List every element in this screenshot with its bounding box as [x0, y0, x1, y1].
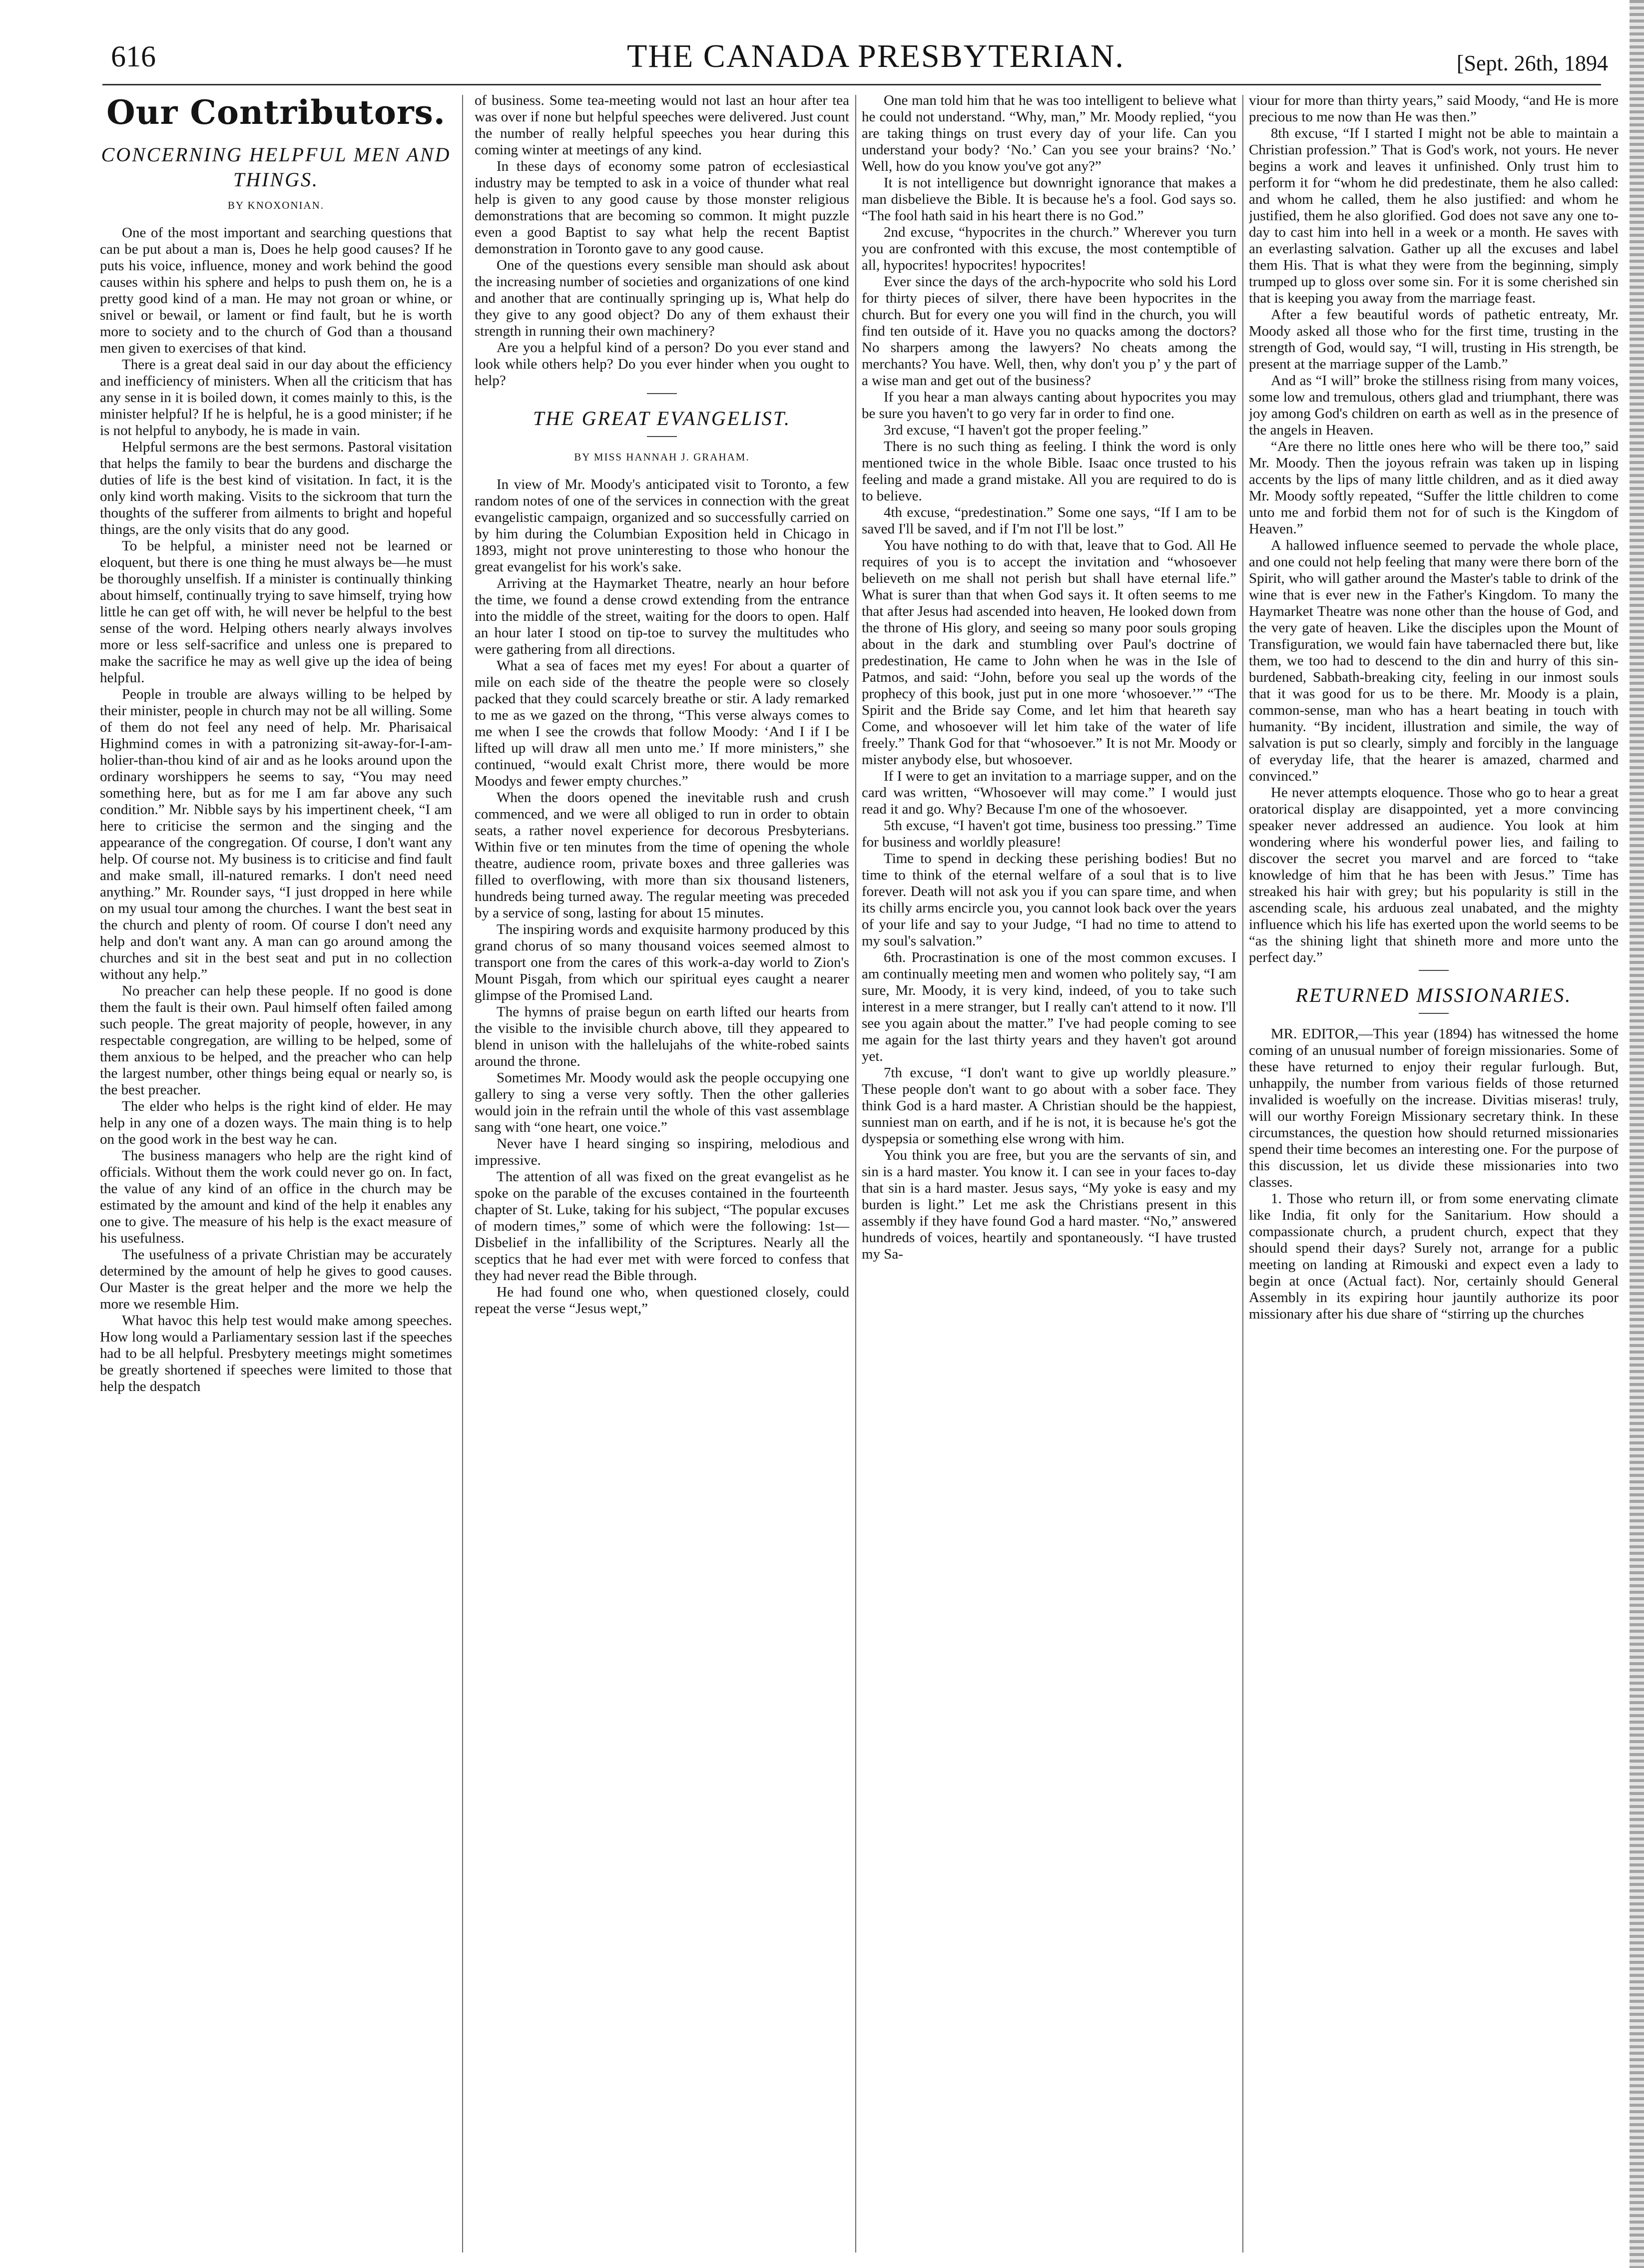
department-heading: Our Contributors. — [106, 93, 446, 132]
paragraph: One man told him that he was too intelligent to believe what he could not understand. “Why, man,” Mr. Moody replied, “you are taking things on trust every day of your life. Can you understand your body? ‘No.’ Can you see your brains? ‘No.’ Well, how do you know you've got any?” — [862, 92, 1236, 174]
paragraph: There is no such thing as feeling. I think the word is only mentioned twice in the whole Bible. Isaac once trusted to his feeling and made a grand mistake. All you are required to do is to believe. — [862, 439, 1236, 504]
paragraph: He had found one who, when questioned closely, could repeat the verse “Jesus wept,” — [475, 1284, 849, 1317]
paragraph: In view of Mr. Moody's anticipated visit to Toronto, a few random notes of one of the services in connection with the great evangelistic campaign, organized and so successfully carried on by him during the Columbian Exposition held in Chicago in 1893, might not prove uninteresting to those who honour the great evangelist for his work's sake. — [475, 476, 849, 575]
paragraph: Arriving at the Haymarket Theatre, nearly an hour before the time, we found a dense crowd extending from the entrance into the middle of the street, waiting for the doors to open. Half an hour later I stood on tip-toe to survey the multitudes who were gathering from all directions. — [475, 575, 849, 657]
paragraph: You have nothing to do with that, leave that to God. All He requires of you is to accept the invitation and “whosoever believeth on me shall not perish but shall have eternal life.” What is surer than that when God says it. It often seems to me that after Jesus had ascended into heaven, He looked down from the throne of His glory, and seeing so many poor souls groping about in the dark and stumbling over Paul's doctrine of predestination, He came to John when he was in the Isle of Patmos, and said: “John, before you seal up the words of the prophecy of this book, just put in one more ‘whosoever.’” “The Spirit and the Bride say Come, and let him that heareth say Come, and whosoever will let him take of the water of life freely.” Thank God for that “whosoever.” It is not Mr. Moody or mister anybody else, but whosoever. — [862, 537, 1236, 768]
paragraph: 8th excuse, “If I started I might not be able to maintain a Christian profession.” That is God's work, not yours. He never begins a work and leaves it unfinished. Only trust him to perform it for “whom he did predestinate, them he also called: and whom he called, them he also justified: and whom he justified, them he also glorified. God does not save any one to-day to cast him into hell in a week or a month. He saves with an everlasting salvation. Gather up all the excuses and label them His. That is what they were from the beginning, simply trumped up to gloss over some sin. For it is some cherished sin that is keeping you away from the marriage feast. — [1249, 125, 1619, 306]
header-rule — [102, 84, 1601, 85]
paragraph: One of the most important and searching questions that can be put about a man is, Does he help good causes? If he puts his voice, influence, money and work behind the good causes within his sphere and helps to push them on, he is a pretty good kind of a man. He may not groan or whine, or snivel or bewail, or lament or find fault, but he is worth more to society and to the church of God than a thousand men given to exercises of that kind. — [100, 225, 452, 356]
paragraph: Helpful sermons are the best sermons. Pastoral visitation that helps the family to bear the burdens and discharge the duties of life is the best kind of visitation. In fact, it is the only kind worth making. Visits to the sickroom that turn the thoughts of the sufferer from ailments to bright and hopeful things, are the only visits that do any good. — [100, 439, 452, 537]
masthead-title: THE CANADA PRESBYTERIAN. — [627, 38, 1124, 74]
paragraph: 7th excuse, “I don't want to give up worldly pleasure.” These people don't want to go about with a sober face. They think God is a hard master. A Christian should be the happiest, sunniest man on earth, and if he is not, it is because he's got the dyspepsia or something else wrong with him. — [862, 1065, 1236, 1147]
paragraph: When the doors opened the inevitable rush and crush commenced, and we were all obliged to run in order to obtain seats, a rather novel experience for decorous Presbyterians. Within five or ten minutes from the time of opening the whole theatre, audience room, private boxes and three galleries was filled to overflowing, with more than six thousand listeners, hundreds being turned away. The regular meeting was preceded by a service of song, lasting for about 15 minutes. — [475, 790, 849, 921]
paragraph: Are you a helpful kind of a person? Do you ever stand and look while others help? Do you ever hinder when you ought to help? — [475, 340, 849, 389]
column-2 — [475, 92, 849, 2255]
paragraph: The usefulness of a private Christian may be accurately determined by the amount of help he gives to good causes. Our Master is the great helper and the more we help the more we resemble Him. — [100, 1247, 452, 1312]
paragraph: One of the questions every sensible man should ask about the increasing number of societies and organizations of one kind and another that are continually springing up is, What help do they give to any good object? Do any of them exhaust their strength in running their own machinery? — [475, 257, 849, 339]
article-title: THE GREAT EVANGELIST. — [533, 407, 791, 430]
paragraph: If you hear a man always canting about hypocrites you may be sure you haven't to go very far in order to find one. — [862, 389, 1236, 422]
article-title: CONCERNING HELPFUL MEN AND THINGS. — [101, 143, 451, 191]
paragraph: of business. Some tea-meeting would not last an hour after tea was over if none but helpful speeches were delivered. Just count the number of really helpful speeches you hear during this coming winter at meetings of any kind. — [475, 92, 849, 158]
paragraph: It is not intelligence but downright ignorance that makes a man disbelieve the Bible. It is because he's a fool. God says so. “The fool hath said in his heart there is no God.” — [862, 175, 1236, 224]
column-divider — [1242, 95, 1243, 2253]
article-title: RETURNED MISSIONARIES. — [1295, 984, 1572, 1006]
separator-rule — [1419, 1013, 1449, 1014]
column-divider — [855, 95, 856, 2253]
paragraph: If I were to get an invitation to a marriage supper, and on the card was written, “Whosoever will may come.” I would just read it and go. Why? Because I'm one of the whosoever. — [862, 768, 1236, 817]
paragraph: The business managers who help are the right kind of officials. Without them the work could never go on. In fact, the value of any kind of an office in the church may be estimated by the amount and kind of the help it enables any one to give. The measure of his help is the exact measure of his usefulness. — [100, 1148, 452, 1246]
scan-edge-noise — [1630, 0, 1644, 2268]
article-byline: BY MISS HANNAH J. GRAHAM. — [574, 451, 750, 463]
paragraph: 6th. Procrastination is one of the most common excuses. I am continually meeting men and women who politely say, “I am sure, Mr. Moody, it is very kind, indeed, of you to take such interest in a mere stranger, but I really can't attend to it now. I'll see you again about the matter.” I've had people coming to see me again for the last thirty years and they haven't got around yet. — [862, 949, 1236, 1064]
paragraph: MR. EDITOR,—This year (1894) has witnessed the home coming of an unusual number of foreign missionaries. Some of these have returned to enjoy their regular furlough. But, unhappily, the number from various fields of those returned invalided is woefully on the increase. Divitias miseras! truly, will our worthy Foreign Missionary secretary think. In these circumstances, the question how should returned missionaries spend their time becomes an interesting one. For the purpose of this discussion, let us divide these missionaries into two classes. — [1249, 1026, 1619, 1190]
paragraph: The attention of all was fixed on the great evangelist as he spoke on the parable of the excuses contained in the fourteenth chapter of St. Luke, taking for his subject, “The popular excuses of modern times,” some of which were the following: 1st—Disbelief in the infallibility of the Scriptures. Nearly all the sceptics that he had ever met with were forced to confess that they had never read the Bible through. — [475, 1169, 849, 1284]
paragraph: People in trouble are always willing to be helped by their minister, people in church may not be all willing. Some of them do not feel any need of help. Mr. Pharisaical Highmind comes in with a patronizing sit-away-for-I-am-holier-than-thou kind of air and as he looks around upon the ordinary worshippers he seems to say, “You may need something here, but as for me I am far above any such condition.” Mr. Nibble says by his impertinent cheek, “I am here to criticise the sermon and the singing and the appearance of the congregation. Of course, I don't want any help. Of course not. My business is to criticise and find fault and make small, ill-natured remarks. I don't need need anything.” Mr. Rounder says, “I just dropped in here while on my usual tour among the churches. I want the best seat in the church and plenty of room. Of course I don't need any help and don't want any. A man can go around among the churches and sit in the best seat and put in no collection without any help.” — [100, 686, 452, 982]
paragraph: What havoc this help test would make among speeches. How long would a Parliamentary session last if the speeches had to be all helpful. Presbytery meetings might sometimes be greatly shortened if speeches were limited to those that help the despatch — [100, 1313, 452, 1394]
issue-date: [Sept. 26th, 1894 — [1456, 51, 1608, 75]
paragraph: He never attempts eloquence. Those who go to hear a great oratorical display are disappointed, yet a more convincing speaker never addressed an audience. You look at him wondering where his wonderful power lies, and failing to discover the secret you marvel and are forced to “take knowledge of him that he has been with Jesus.” Time has streaked his hair with grey; but his popularity is still in the ascending scale, his arduous zeal unabated, and the mighty influence which his life has exerted upon the world seems to be “as the shining light that shineth more and more unto the perfect day.” — [1249, 785, 1619, 965]
page-number: 616 — [111, 40, 156, 73]
column-1 — [100, 92, 452, 2255]
paragraph: Sometimes Mr. Moody would ask the people occupying one gallery to sing a verse very softly. Then the other galleries would join in the refrain until the whole of this vast assemblage sang with “one heart, one voice.” — [475, 1070, 849, 1135]
paragraph: Never have I heard singing so inspiring, melodious and impressive. — [475, 1136, 849, 1168]
paragraph: What a sea of faces met my eyes! For about a quarter of mile on each side of the theatre the people were so closely packed that they could scarcely breathe or stir. A lady remarked to me as we gazed on the throng, “This verse always comes to me when I see the crowds that follow Moody: ‘And I if I be lifted up will draw all men unto me.’ If more ministers,” she continued, “would exalt Christ more, there would be more Moodys and fewer empty churches.” — [475, 658, 849, 789]
paragraph: A hallowed influence seemed to pervade the whole place, and one could not help feeling that many were there born of the Spirit, who will gather around the Master's table to drink of the wine that is ever new in the Father's Kingdom. To many the Haymarket Theatre was none other than the house of God, and the very gate of heaven. Like the disciples upon the Mount of Transfiguration, we would fain have tabernacled there but, like them, we too had to descend to the din and hurry of this sin-burdened, Sabbath-breaking city, feeling in our inmost souls that it was good for us to be there. Mr. Moody is a plain, common-sense, man who has a heart beating in touch with humanity. “By incident, illustration and simile, the way of salvation is put so clearly, simply and forcibly in the language of everyday life, that the hearer is amazed, charmed and convinced.” — [1249, 537, 1619, 784]
separator-rule — [647, 393, 677, 394]
paragraph: No preacher can help these people. If no good is done them the fault is their own. Paul himself often failed among such people. The great majority of people, however, in any respectable congregation, are willing to be helped, some of them anxious to be helped, and the preacher who can help the largest number, other things being equal or nearly so, is the best preacher. — [100, 983, 452, 1098]
paragraph: 3rd excuse, “I haven't got the proper feeling.” — [884, 422, 1148, 438]
paragraph: Time to spend in decking these perishing bodies! But no time to think of the eternal welfare of a soul that is to live forever. Death will not ask you if you can spare time, and when its chilly arms encircle you, you cannot look back over the years of your life and say to your Judge, “I had no time to attend to my soul's salvation.” — [862, 851, 1236, 949]
separator-rule — [647, 436, 677, 437]
paragraph: You think you are free, but you are the servants of sin, and sin is a hard master. You know it. I can see in your faces to-day that sin is a hard master. Jesus says, “My yoke is easy and my burden is light.” Let me ask the Christians present in this assembly if they have found God a hard master. “No,” answered hundreds of voices, heartily and spontaneously. “I have trusted my Sa- — [862, 1147, 1236, 1262]
paragraph: After a few beautiful words of pathetic entreaty, Mr. Moody asked all those who for the first time, trusting in the strength of God, would say, “I will, trusting in His strength, be present at the marriage supper of the Lamb.” — [1249, 307, 1619, 372]
paragraph: viour for more than thirty years,” said Moody, “and He is more precious to me now than He was then.” — [1249, 92, 1619, 125]
paragraph: The elder who helps is the right kind of elder. He may help in any one of a dozen ways. The main thing is to help on the good work in the best way he can. — [100, 1098, 452, 1147]
paragraph: And as “I will” broke the stillness rising from many voices, some low and tremulous, others glad and triumphant, there was joy among God's children on earth as well as in the presence of the angels in Heaven. — [1249, 373, 1619, 438]
separator-rule — [1419, 970, 1449, 971]
paragraph: There is a great deal said in our day about the efficiency and inefficiency of ministers. When all the criticism that has any sense in it is boiled down, it comes mainly to this, is the minister helpful? If he is helpful, he is a good minister; if he is not helpful to anybody, he is made in vain. — [100, 357, 452, 439]
paragraph: The hymns of praise begun on earth lifted our hearts from the visible to the invisible church above, till they appeared to blend in unison with the hallelujahs of the white-robed saints around the throne. — [475, 1004, 849, 1069]
paragraph: “Are there no little ones here who will be there too,” said Mr. Moody. Then the joyous refrain was taken up in lisping accents by the lips of many little children, and as it died away Mr. Moody softly repeated, “Suffer the little children to come unto me and forbid them not for of such is the Kingdom of Heaven.” — [1249, 439, 1619, 537]
paragraph: 4th excuse, “predestination.” Some one says, “If I am to be saved I'll be saved, and if I'm not I'll be lost.” — [862, 504, 1236, 537]
paragraph: 5th excuse, “I haven't got time, business too pressing.” Time for business and worldly pleasure! — [862, 818, 1236, 850]
column-3 — [862, 92, 1236, 2255]
paragraph: 2nd excuse, “hypocrites in the church.” Wherever you turn you are confronted with this excuse, the most contemptible of all, hypocrites! hypocrites! hypocrites! — [862, 224, 1236, 273]
column-4 — [1249, 92, 1619, 2255]
column-divider — [462, 95, 463, 2253]
paragraph: The inspiring words and exquisite harmony produced by this grand chorus of so many thousand voices seemed almost to transport one from the cares of this work-a-day world to Zion's Mount Pisgah, from which our spiritual eyes caught a nearer glimpse of the Promised Land. — [475, 921, 849, 1003]
paragraph: To be helpful, a minister need not be learned or eloquent, but there is one thing he must always be—he must be thoroughly unselfish. If a minister is continually thinking about himself, continually trying to save himself, trying how little he can get off with, he will never be helpful to the best sense of the word. Helping others nearly always involves more or less self-sacrifice and unless one is prepared to make the sacrifice he may as well give up the idea of being helpful. — [100, 538, 452, 686]
paragraph: Ever since the days of the arch-hypocrite who sold his Lord for thirty pieces of silver, there have been hypocrites in the church. But for every one you will find in the church, you will find ten outside of it. Have you no quacks among the doctors? No sharpers among the lawyers? No cheats among the merchants? You have. Well, then, why don't you p’ y the part of a wise man and get out of the business? — [862, 274, 1236, 389]
article-byline: BY KNOXONIAN. — [227, 199, 325, 211]
paragraph: 1. Those who return ill, or from some enervating climate like India, fit only for the Sanitarium. How should a compassionate church, a prudent church, expect that they should spend their days? Surely not, arrange for a public meeting on landing at Rimouski and expect even a lady to begin at once (Actual fact). Nor, certainly should General Assembly in its expiring hour jauntily authorize its poor missionary after his due share of “stirring up the churches — [1249, 1191, 1619, 1322]
paragraph: In these days of economy some patron of ecclesiastical industry may be tempted to ask in a voice of thunder what real help is given to any good cause by those monster religious demonstrations that are becoming so common. It might puzzle even a good Baptist to say what help the recent Baptist demonstration in Toronto gave to any good cause. — [475, 158, 849, 257]
